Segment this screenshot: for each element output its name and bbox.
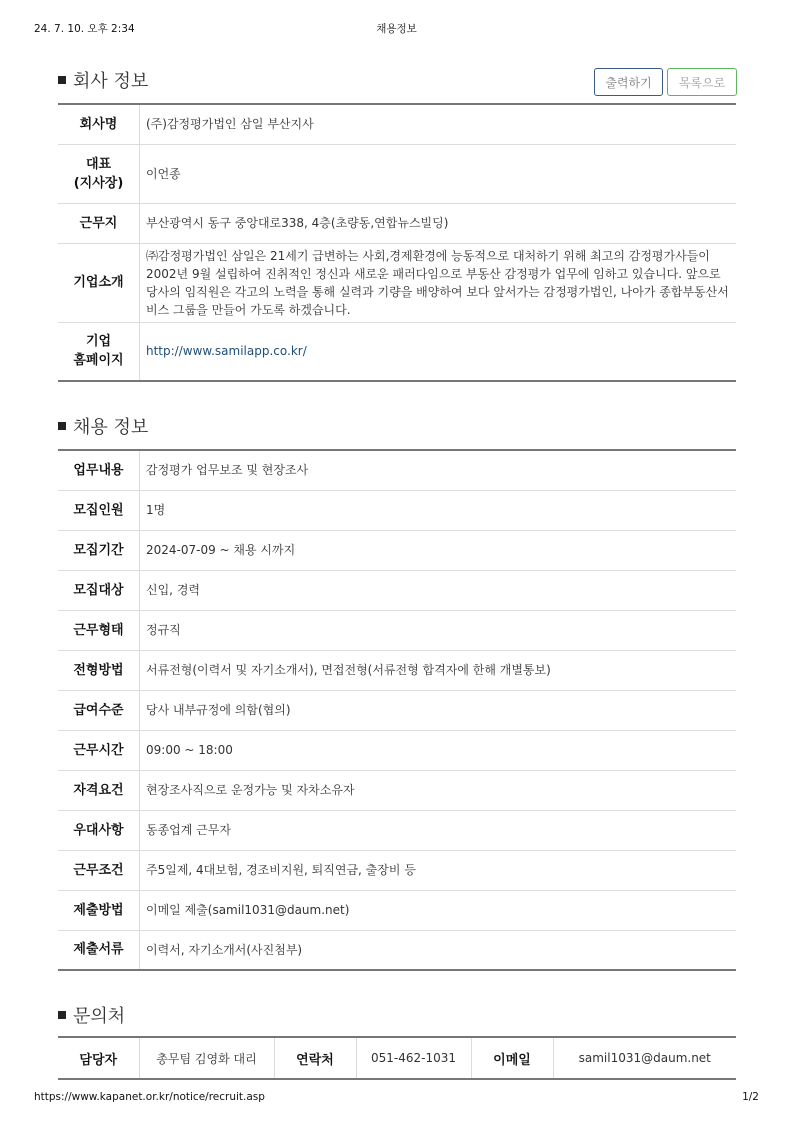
row-value: 동종업계 근무자 xyxy=(146,823,231,837)
print-title: 채용정보 xyxy=(376,23,417,35)
row-value xyxy=(140,322,737,381)
print-footer xyxy=(34,1091,759,1107)
row-value: 부산광역시 동구 중앙대로338, 4층(초량동,연합뉴스빌딩) xyxy=(146,216,449,230)
print-header xyxy=(34,21,759,37)
row-value: 이메일 제출(samil1031@daum.net) xyxy=(146,903,350,917)
homepage-link[interactable]: http://www.samilapp.co.kr/ xyxy=(146,344,307,359)
phone-value: 051-462-1031 xyxy=(356,1037,471,1079)
square-bullet-icon xyxy=(58,422,66,430)
contact-table xyxy=(58,1036,736,1080)
row-label: 우대사항 xyxy=(58,810,140,850)
row-label: 회사명 xyxy=(58,104,140,144)
table-row xyxy=(58,104,736,144)
row-value: 현장조사직으로 운정가능 및 자차소유자 xyxy=(146,783,355,797)
table-row xyxy=(58,530,736,570)
row-label: 기업 홈페이지 xyxy=(58,322,140,381)
manager-label: 담당자 xyxy=(58,1037,139,1079)
row-label: 근무조건 xyxy=(58,850,140,890)
phone-label: 연락처 xyxy=(274,1037,356,1079)
row-value: 1명 xyxy=(146,503,166,517)
row-label: 대표 (지사장) xyxy=(58,144,140,203)
row-label: 급여수준 xyxy=(58,690,140,730)
row-value: 09:00 ~ 18:00 xyxy=(146,743,233,757)
row-value: 정규직 xyxy=(146,623,181,637)
table-row xyxy=(58,730,736,770)
row-label: 근무지 xyxy=(58,203,140,243)
row-label: 근무형태 xyxy=(58,610,140,650)
row-label: 전형방법 xyxy=(58,650,140,690)
table-row xyxy=(58,490,736,530)
row-label: 제출방법 xyxy=(58,890,140,930)
table-row xyxy=(58,1037,736,1079)
row-label: 근무시간 xyxy=(58,730,140,770)
back-to-list-button[interactable]: 목록으로 xyxy=(667,68,737,96)
row-label: 업무내용 xyxy=(58,450,140,490)
email-label: 이메일 xyxy=(471,1037,553,1079)
manager-value: 총무팀 김영화 대리 xyxy=(139,1037,274,1079)
recruit-section-title: 채용 정보 xyxy=(58,413,148,439)
row-value: ㈜감정평가법인 삼일은 21세기 급변하는 사회,경제환경에 능동적으로 대처하기 위해 최고의 감정평가사들이 2002년 9월 설립하여 진취적인 정신과 새로운 패러다임으로 부동산 감정평가 업무에 임하고 있습니다. 앞으로 당사의 임직원은 각고의 노력을 통해 실력과 기량을 배양하여 보다 앞서가는 감정평가법인, 나아가 종합부동산서비스 그룹을 만들어 가도록 하겠습니다. xyxy=(146,248,729,317)
recruit-info-table xyxy=(58,449,736,971)
row-value: 이력서, 자기소개서(사진첨부) xyxy=(146,942,303,957)
row-value: 2024-07-09 ~ 채용 시까지 xyxy=(146,543,296,557)
row-label: 모집기간 xyxy=(58,530,140,570)
table-row xyxy=(58,890,736,930)
print-button[interactable]: 출력하기 xyxy=(594,68,663,96)
table-row xyxy=(58,770,736,810)
table-row xyxy=(58,650,736,690)
table-row xyxy=(58,243,736,322)
row-value: 감정평가 업무보조 및 현장조사 xyxy=(146,463,309,478)
print-url: https://www.kapanet.or.kr/notice/recruit.asp xyxy=(34,1091,265,1103)
company-section-title: 회사 정보 xyxy=(58,67,148,93)
company-info-table xyxy=(58,103,736,382)
row-label: 모집인원 xyxy=(58,490,140,530)
square-bullet-icon xyxy=(58,76,66,84)
row-label: 자격요건 xyxy=(58,770,140,810)
square-bullet-icon xyxy=(58,1011,66,1019)
table-row xyxy=(58,850,736,890)
email-value: samil1031@daum.net xyxy=(578,1051,711,1065)
row-value: 이언종 xyxy=(146,166,181,181)
row-label: 제출서류 xyxy=(58,930,140,970)
table-row xyxy=(58,144,736,203)
table-row xyxy=(58,450,736,490)
table-row xyxy=(58,570,736,610)
row-value: (주)감정평가법인 삼일 부산지사 xyxy=(146,117,314,132)
table-row xyxy=(58,610,736,650)
row-label: 기업소개 xyxy=(58,243,140,322)
row-value: 주5일제, 4대보험, 경조비지원, 퇴직연금, 출장비 등 xyxy=(146,863,416,877)
table-row xyxy=(58,203,736,243)
table-row xyxy=(58,930,736,970)
page-number: 1/2 xyxy=(742,1091,759,1103)
row-value: 서류전형(이력서 및 자기소개서), 면접전형(서류전형 합격자에 한해 개별통보) xyxy=(146,663,551,677)
table-row xyxy=(58,690,736,730)
row-label: 모집대상 xyxy=(58,570,140,610)
table-row xyxy=(58,322,736,381)
table-row xyxy=(58,810,736,850)
print-datetime: 24. 7. 10. 오후 2:34 xyxy=(34,23,135,35)
row-value: 신입, 경력 xyxy=(146,583,200,597)
contact-section-title: 문의처 xyxy=(58,1002,125,1028)
row-value: 당사 내부규정에 의함(협의) xyxy=(146,703,291,717)
